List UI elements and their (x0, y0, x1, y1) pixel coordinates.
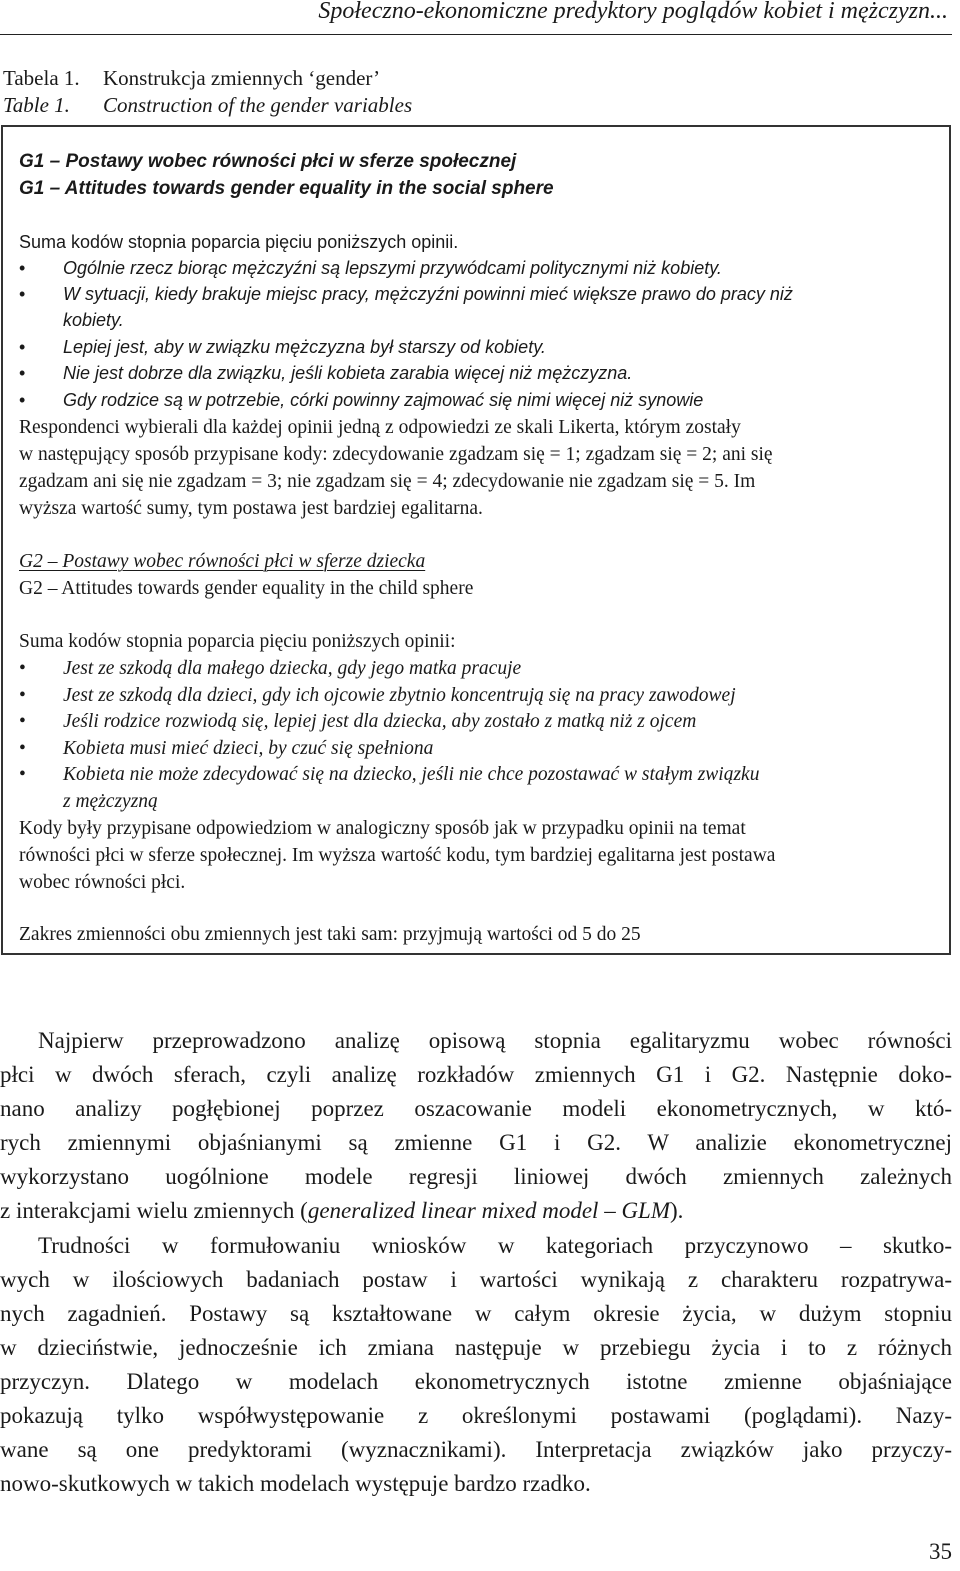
g2-title-pl: G2 – Postawy wobec równości płci w sferze dziecka (19, 551, 426, 572)
g2-coding-line: równości płci w sferze społecznej. Im wyższa wartość kodu, tym bardziej egalitarna jest postawa (19, 845, 776, 866)
running-header (0, 0, 952, 35)
caption-title-en: Construction of the gender variables (103, 93, 413, 117)
g1-title-pl: G1 – Postawy wobec równości płci w sferze społecznej (19, 151, 517, 172)
glm-term: generalized linear mixed model – GLM (307, 1198, 671, 1223)
running-header-text: Społeczno-ekonomiczne predyktory poglądów kobiet i mężczyzn... (318, 0, 948, 24)
body-line: wych w ilościowych badaniach postaw i wartości wynikają z charakteru rozpatrywa- (0, 1267, 952, 1292)
body-line: nowo-skutkowych w takich modelach występuje bardzo rzadko. (0, 1471, 591, 1496)
body-line: Trudności w formułowaniu wniosków w kategoriach przyczynowo – skutko- (38, 1233, 952, 1258)
caption-label-en: Table 1. (3, 93, 70, 117)
table-caption-pl (3, 66, 380, 91)
g1-coding-line: Respondenci wybierali dla każdej opinii jedną z odpowiedzi ze skali Likerta, którym zostały (19, 417, 741, 438)
body-line: w dzieciństwie, jednocześnie ich zmiana następuje w przebiegu życia i to z różnych (0, 1335, 952, 1360)
range-note: Zakres zmienności obu zmiennych jest taki sam: przyjmują wartości od 5 do 25 (19, 924, 641, 945)
g1-intro: Suma kodów stopnia poparcia pięciu poniższych opinii. (19, 232, 459, 252)
g2-coding-line: Kody były przypisane odpowiedziom w analogiczny sposób jak w przypadku opinii na temat (19, 818, 746, 839)
g1-coding-line: wyższa wartość sumy, tym postawa jest bardziej egalitarna. (19, 498, 483, 519)
body-line: nych zagadnień. Postawy są kształtowane w całym okresie życia, w dużym stopniu (0, 1301, 952, 1326)
body-line: wane są one predyktorami (wyznacznikami). Interpretacja związków jako przyczy- (0, 1437, 952, 1462)
body-line: wykorzystano uogólnione modele regresji liniowej dwóch zmiennych zależnych (0, 1164, 952, 1189)
body-line: przyczyn. Dlatego w modelach ekonometrycznych istotne zmienne objaśniające (0, 1369, 952, 1394)
body-line: pokazują tylko współwystępowanie z określonymi postawami (poglądami). Nazy- (0, 1403, 952, 1428)
body-line: Najpierw przeprowadzono analizę opisową stopnia egalitaryzmu wobec równości (38, 1028, 952, 1053)
body-line-last: z interakcjami wielu zmiennych (generalized linear mixed model – GLM). (0, 1198, 684, 1223)
body-line: płci w dwóch sferach, czyli analizę rozkładów zmiennych G1 i G2. Następnie doko- (0, 1062, 952, 1087)
page-number: 35 (929, 1539, 952, 1564)
variables-table: G1 – Postawy wobec równości płci w sferze społecznej G1 – Attitudes towards gender equality in the social sphere Suma kodów stopnia poparcia pięciu poniższych opinii. • Ogólnie rzecz biorąc mężczyźni są lepszymi przywódcami politycznymi niż kobiety. • W sytuacji, kiedy brakuje miejsc pracy, mężczyźni powinni mieć większe prawo do pracy niż kobiety. • Lepiej jest, aby w związku mężczyzna był starszy od kobiety. • Nie jest dobrze dla związku, jeśli kobieta zarabia więcej niż mężczyzna. • Gdy rodzice są w potrzebie, córki powinny zajmować się nimi więcej niż synowie Respondenci wybierali dla każdej opinii jedną z odpowiedzi ze skali Likerta, którym zostały w następujący sposób przypisane kody: zdecydowanie zgadzam się = 1; zgadzam się = 2; ani się zgadzam ani się nie zgadzam = 3; nie zgadzam się = 4; zdecydowanie nie zgadzam się = 5. Im wyższa wartość sumy, tym postawa jest bardziej egalitarna. G2 – Postawy wobec równości płci w sferze dziecka G2 – Attitudes towards gender equality in the child sphere Suma kodów stopnia poparcia pięciu poniższych opinii: • Jest ze szkodą dla małego dziecka, gdy jego matka pracuje • Jest ze szkodą dla dzieci, gdy ich ojcowie zbytnio koncentrują się na pracy zawodowej • Jeśli rodzice rozwiodą się, lepiej jest dla dziecka, aby zostało z matką niż z ojcem • Kobieta musi mieć dzieci, by czuć się spełniona • Kobieta nie może zdecydować się na dziecko, jeśli nie chce pozostawać w stałym związku z mężczyzną Kody były przypisane odpowiedziom w analogiczny sposób jak w przypadku opinii na temat równości płci w sferze społecznej. Im wyższa wartość kodu, tym bardziej egalitarna jest postawa wobec równości płci. Zakres zmienności obu zmiennych jest taki sam: przyjmują wartości od 5 do 25 (1, 125, 951, 955)
g2-intro: Suma kodów stopnia poparcia pięciu poniższych opinii: (19, 631, 456, 652)
body-line: rych zmiennymi objaśnianymi są zmienne G1 i G2. W analizie ekonometrycznej (0, 1130, 952, 1155)
table-caption-en (3, 93, 412, 118)
caption-title-pl: Konstrukcja zmiennych ‘gender’ (103, 66, 381, 90)
g2-coding-line: wobec równości płci. (19, 872, 186, 893)
body-line: nano analizy pogłębionej poprzez oszacowanie modeli ekonometrycznych, w któ- (0, 1096, 952, 1121)
g1-title-en: G1 – Attitudes towards gender equality in the social sphere (19, 178, 554, 199)
g1-coding-line: zgadzam ani się nie zgadzam = 3; nie zgadzam się = 4; zdecydowanie nie zgadzam się = 5. Im (19, 471, 756, 492)
g2-title-en: G2 – Attitudes towards gender equality in the child sphere (19, 578, 474, 599)
caption-label-pl: Tabela 1. (3, 66, 80, 90)
g1-coding-line: w następujący sposób przypisane kody: zdecydowanie zgadzam się = 1; zgadzam się = 2; ani się (19, 444, 773, 465)
